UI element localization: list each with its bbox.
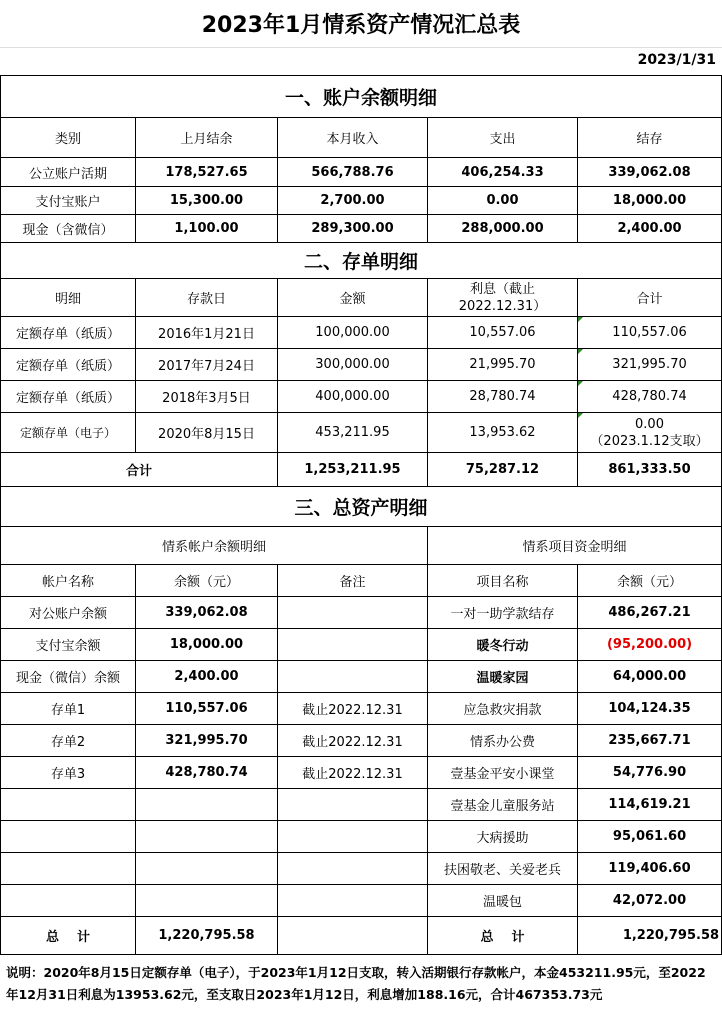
cell: 存单1 xyxy=(1,693,136,725)
cell xyxy=(278,661,428,693)
cell: 定额存单（纸质） xyxy=(1,349,136,381)
cell: 119,406.60 xyxy=(578,853,722,885)
total-right: 1,220,795.58 xyxy=(578,917,722,955)
cell: 支付宝账户 xyxy=(1,187,136,215)
total-left: 1,220,795.58 xyxy=(136,917,278,955)
cell: 289,300.00 xyxy=(278,215,428,243)
cell: 定额存单（电子） xyxy=(1,413,136,453)
table-row xyxy=(1,187,722,215)
header-cell: 余额（元） xyxy=(136,565,278,597)
right-subtitle: 情系项目资金明细 xyxy=(428,527,722,565)
report-date: 2023/1/31 xyxy=(637,52,716,68)
cell: 2017年7月24日 xyxy=(136,349,278,381)
header-cell: 帐户名称 xyxy=(1,565,136,597)
section2-heading: 二、存单明细 xyxy=(1,243,722,279)
total-row xyxy=(1,453,722,487)
total-amount: 1,253,211.95 xyxy=(278,453,428,487)
table-row xyxy=(1,661,722,693)
cell: 10,557.06 xyxy=(428,317,578,349)
total-label: 合计 xyxy=(1,453,278,487)
cell: 321,995.70 xyxy=(578,349,722,381)
cell: 428,780.74 xyxy=(578,381,722,413)
cell: 2020年8月15日 xyxy=(136,413,278,453)
cell: 截止2022.12.31 xyxy=(278,693,428,725)
cell: 壹基金儿童服务站 xyxy=(428,789,578,821)
cell xyxy=(278,629,428,661)
cell xyxy=(136,853,278,885)
left-subtitle: 情系帐户余额明细 xyxy=(1,527,428,565)
header-cell: 项目名称 xyxy=(428,565,578,597)
section1-heading: 一、账户余额明细 xyxy=(1,76,722,118)
header-cell: 类别 xyxy=(1,118,136,158)
cell: 支付宝余额 xyxy=(1,629,136,661)
cell: 存单2 xyxy=(1,725,136,757)
cell: 18,000.00 xyxy=(136,629,278,661)
table-row xyxy=(1,158,722,187)
cell xyxy=(1,853,136,885)
table-row xyxy=(1,215,722,243)
cell: 2,400.00 xyxy=(578,215,722,243)
header-cell: 余额（元） xyxy=(578,565,722,597)
header-cell: 结存 xyxy=(578,118,722,158)
cell xyxy=(278,917,428,955)
deposit-table xyxy=(0,242,722,487)
table-row xyxy=(1,349,722,381)
cell: 应急救灾捐款 xyxy=(428,693,578,725)
cell: 110,557.06 xyxy=(578,317,722,349)
cell: 对公账户余额 xyxy=(1,597,136,629)
cell: 339,062.08 xyxy=(136,597,278,629)
header-cell: 明细 xyxy=(1,279,136,317)
cell: 114,619.21 xyxy=(578,789,722,821)
cell xyxy=(578,413,722,453)
header-cell: 金额 xyxy=(278,279,428,317)
cell: 2016年1月21日 xyxy=(136,317,278,349)
cell: 100,000.00 xyxy=(278,317,428,349)
cell: 28,780.74 xyxy=(428,381,578,413)
cell: 温暖包 xyxy=(428,885,578,917)
cell: 定额存单（纸质） xyxy=(1,381,136,413)
total-sum: 861,333.50 xyxy=(578,453,722,487)
cell: 0.00 xyxy=(428,187,578,215)
cell: 现金（微信）余额 xyxy=(1,661,136,693)
table-row xyxy=(1,597,722,629)
total-label-left: 总 计 xyxy=(1,917,136,955)
cell xyxy=(1,821,136,853)
cell: 截止2022.12.31 xyxy=(278,725,428,757)
cell: 存单3 xyxy=(1,757,136,789)
cell: 15,300.00 xyxy=(136,187,278,215)
cell: 13,953.62 xyxy=(428,413,578,453)
table-row xyxy=(1,757,722,789)
cell: 2,700.00 xyxy=(278,187,428,215)
cell xyxy=(278,789,428,821)
header-cell: 本月收入 xyxy=(278,118,428,158)
cell: 温暖家园 xyxy=(428,661,578,693)
header-cell: 备注 xyxy=(278,565,428,597)
cell: 321,995.70 xyxy=(136,725,278,757)
cell: 情系办公费 xyxy=(428,725,578,757)
cell: 截止2022.12.31 xyxy=(278,757,428,789)
cell: 公立账户活期 xyxy=(1,158,136,187)
cell: 104,124.35 xyxy=(578,693,722,725)
cell: 406,254.33 xyxy=(428,158,578,187)
table-row xyxy=(1,821,722,853)
cell: 64,000.00 xyxy=(578,661,722,693)
cell xyxy=(278,821,428,853)
cell: 400,000.00 xyxy=(278,381,428,413)
table-row xyxy=(1,789,722,821)
cell: 453,211.95 xyxy=(278,413,428,453)
total-row xyxy=(1,917,722,955)
cell: 178,527.65 xyxy=(136,158,278,187)
cell xyxy=(136,885,278,917)
cell: (95,200.00) xyxy=(578,629,722,661)
cell: 大病援助 xyxy=(428,821,578,853)
cell: 现金（含微信） xyxy=(1,215,136,243)
table-row xyxy=(1,725,722,757)
cell xyxy=(136,821,278,853)
table-row xyxy=(1,885,722,917)
section3-heading: 三、总资产明细 xyxy=(1,487,722,527)
cell xyxy=(278,885,428,917)
table-row xyxy=(1,381,722,413)
cell xyxy=(1,789,136,821)
cell: 定额存单（纸质） xyxy=(1,317,136,349)
cell: 486,267.21 xyxy=(578,597,722,629)
account-balance-table xyxy=(0,75,722,243)
cell xyxy=(1,885,136,917)
cell: 339,062.08 xyxy=(578,158,722,187)
cell xyxy=(278,853,428,885)
cell: 95,061.60 xyxy=(578,821,722,853)
cell: 21,995.70 xyxy=(428,349,578,381)
table-row xyxy=(1,693,722,725)
table-row xyxy=(1,317,722,349)
cell: 42,072.00 xyxy=(578,885,722,917)
cell xyxy=(278,597,428,629)
cell: 18,000.00 xyxy=(578,187,722,215)
cell-value: 0.00 xyxy=(635,416,664,432)
cell xyxy=(136,789,278,821)
table-row xyxy=(1,413,722,453)
cell: 2,400.00 xyxy=(136,661,278,693)
cell: 扶困敬老、关爱老兵 xyxy=(428,853,578,885)
table-row xyxy=(1,629,722,661)
header-cell: 利息（截止2022.12.31） xyxy=(428,279,578,317)
cell: 300,000.00 xyxy=(278,349,428,381)
cell: 110,557.06 xyxy=(136,693,278,725)
cell: 566,788.76 xyxy=(278,158,428,187)
cell-note: （2023.1.12支取） xyxy=(590,433,709,449)
header-cell: 上月结余 xyxy=(136,118,278,158)
cell: 54,776.90 xyxy=(578,757,722,789)
cell: 壹基金平安小课堂 xyxy=(428,757,578,789)
cell: 暖冬行动 xyxy=(428,629,578,661)
total-label-right: 总 计 xyxy=(428,917,578,955)
header-cell: 支出 xyxy=(428,118,578,158)
header-cell: 存款日 xyxy=(136,279,278,317)
header-cell: 合计 xyxy=(578,279,722,317)
report-title: 2023年1月情系资产情况汇总表 xyxy=(0,0,722,48)
cell: 2018年3月5日 xyxy=(136,381,278,413)
cell: 235,667.71 xyxy=(578,725,722,757)
total-assets-table xyxy=(0,486,722,955)
cell: 428,780.74 xyxy=(136,757,278,789)
table-row xyxy=(1,853,722,885)
footnote: 说明：2020年8月15日定额存单（电子），于2023年1月12日支取，转入活期银行存款帐户，本金453211.95元，至2022年12月31日利息为13953.62元，至支取日2023年1月12日，利息增加188.16元，合计467353.73元 xyxy=(6,965,706,1002)
cell: 1,100.00 xyxy=(136,215,278,243)
cell: 一对一助学款结存 xyxy=(428,597,578,629)
cell: 288,000.00 xyxy=(428,215,578,243)
total-interest: 75,287.12 xyxy=(428,453,578,487)
